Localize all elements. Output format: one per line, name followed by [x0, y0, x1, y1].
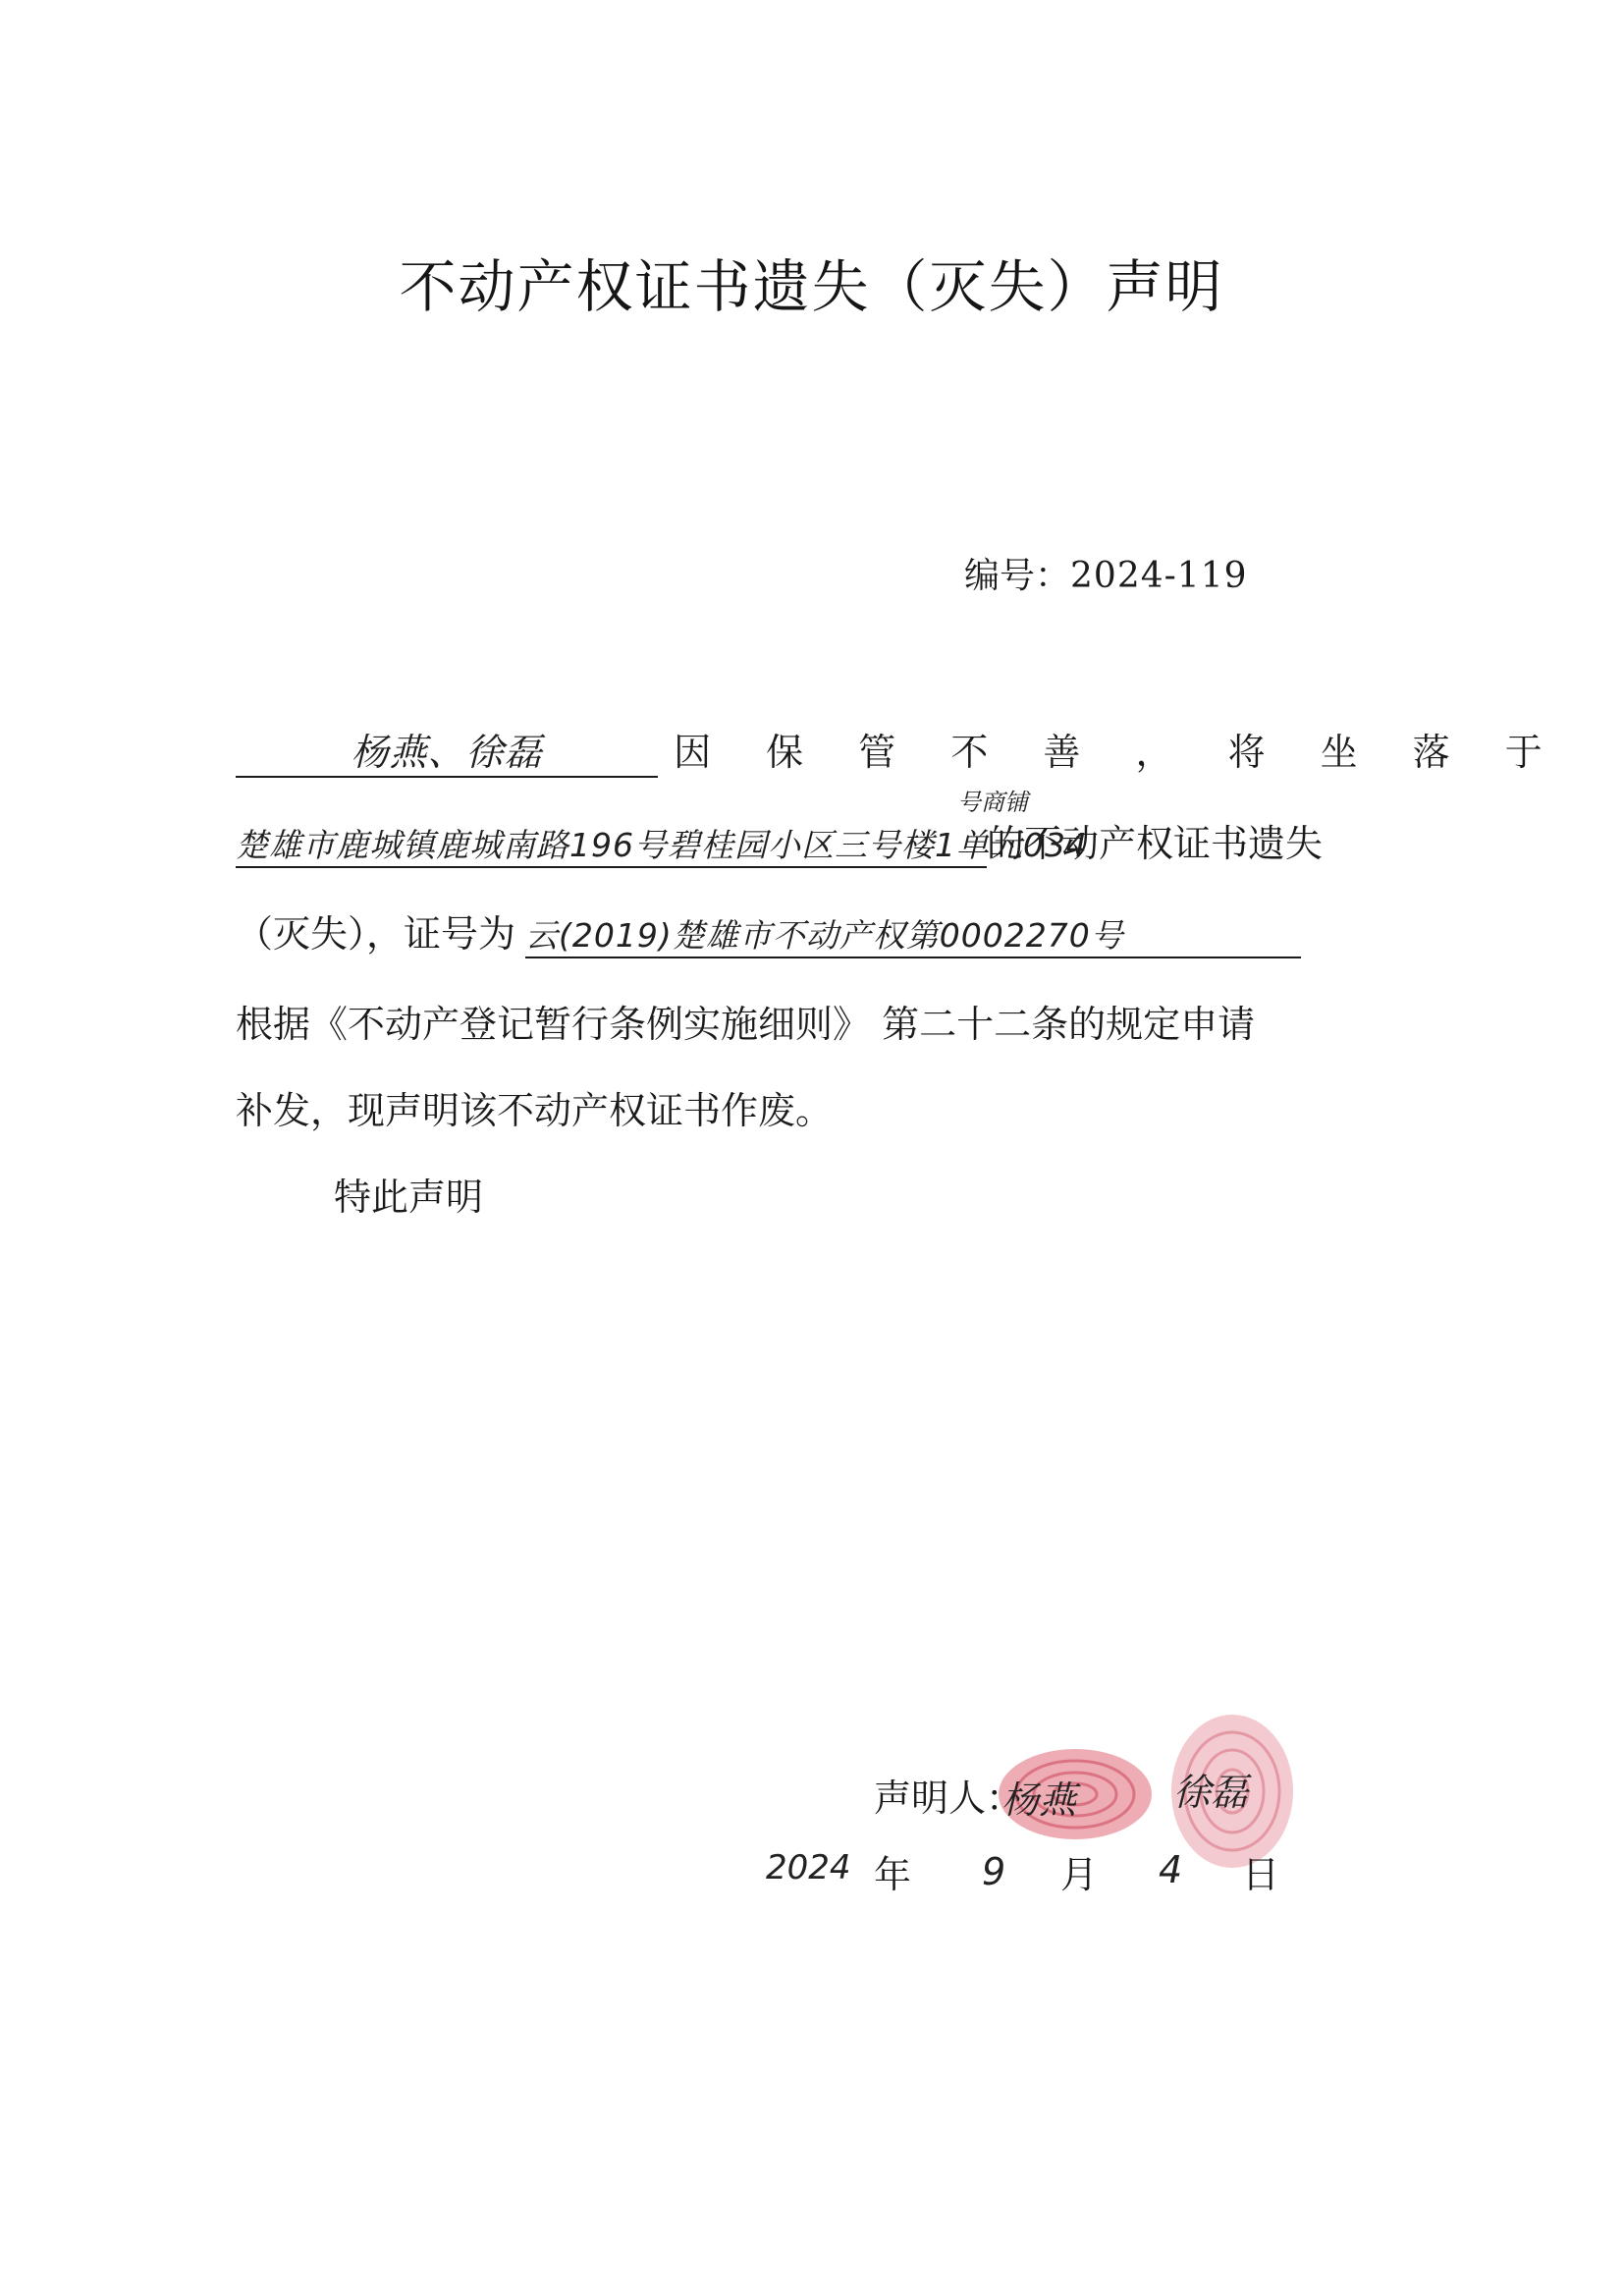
year-label: 年 [874, 1853, 912, 1896]
document-number-label: 编号： [964, 556, 1071, 596]
body-line-1 [236, 722, 1564, 778]
document-number [964, 548, 1248, 598]
signature-area [874, 1740, 1325, 1848]
body-line-3 [236, 903, 1365, 958]
line3-prefix: （灭失），证号为 [236, 912, 516, 956]
owners-field [236, 722, 658, 778]
signature-1: 杨燕 [1001, 1778, 1077, 1822]
signer-label: 声明人： [874, 1777, 1024, 1820]
signature-2: 徐磊 [1173, 1771, 1249, 1814]
day-label: 日 [1242, 1853, 1280, 1896]
body-line-5: 补发，现声明该不动产权证书作废。 [236, 1089, 834, 1132]
line2-text: 的不动产权证书遗失 [987, 822, 1324, 865]
day-handwritten: 4 [1159, 1848, 1183, 1891]
address-superscript: 号商铺 [957, 789, 1028, 816]
line1-text: 因 保 管 不 善 ， 将 坐 落 于 [674, 731, 1564, 774]
year-handwritten: 2024 [766, 1848, 851, 1887]
date-row [766, 1844, 1316, 1903]
owners-handwritten: 杨燕、徐磊 [351, 731, 543, 774]
address-field [236, 789, 1088, 868]
month-handwritten: 9 [982, 1850, 1006, 1893]
body-line-2 [236, 789, 1365, 868]
certificate-number-handwritten: 云(2019)楚雄市不动产权第0002270号 [525, 916, 1124, 955]
address-handwritten: 楚雄市鹿城镇鹿城南路196号碧桂园小区三号楼1单元034 [236, 826, 1088, 864]
month-label: 月 [1060, 1853, 1099, 1896]
closing-statement: 特此声明 [334, 1175, 484, 1219]
document-number-value: 2024-119 [1070, 556, 1248, 596]
page-title: 不动产权证书遗失（灭失）声明 [399, 253, 1224, 320]
body-line-4: 根据《不动产登记暂行条例实施细则》 第二十二条的规定申请 [236, 1003, 1256, 1046]
certificate-number-field [525, 910, 1301, 958]
